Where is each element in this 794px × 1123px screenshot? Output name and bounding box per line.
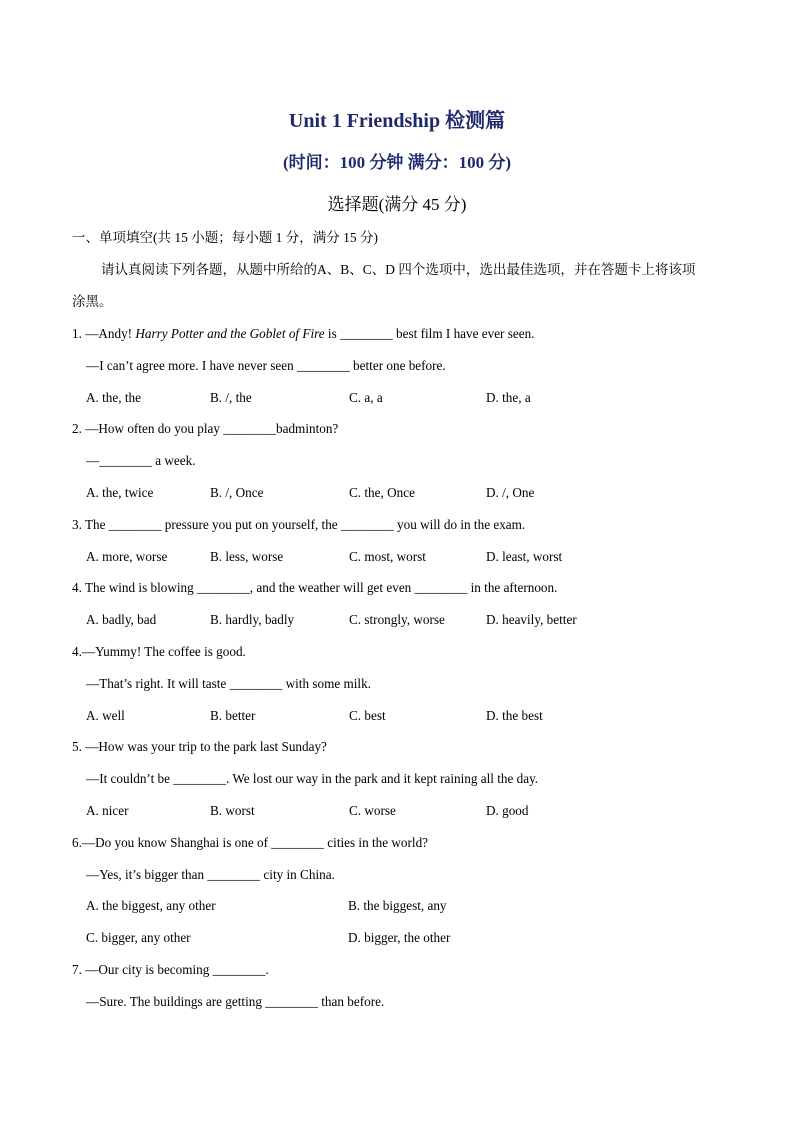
option-c: C. bigger, any other (86, 930, 191, 945)
question-2: 2. —How often do you play ________badminton? (72, 421, 339, 436)
option-b: B. the biggest, any (348, 898, 447, 913)
question-1-response: —I can’t agree more. I have never seen ________ better one before. (86, 358, 446, 373)
option-b: B. hardly, badly (210, 612, 295, 627)
question-2-response: —________ a week. (86, 453, 196, 468)
option-d: D. the best (486, 708, 543, 723)
instruction-line-2: 涂黑。 (72, 294, 113, 309)
option-b: B. better (210, 708, 256, 723)
time-score-info: (时间：100 分钟 满分：100 分) (282, 153, 512, 172)
question-5-response: —It couldn’t be ________. We lost our way in the park and it kept raining all the day. (86, 771, 539, 786)
question-3: 3. The ________ pressure you put on yourself, the ________ you will do in the exam. (72, 517, 526, 532)
option-d: D. the, a (486, 390, 531, 405)
section-subtitle: 选择题(满分 45 分) (327, 195, 467, 214)
option-a: A. more, worse (86, 549, 168, 564)
option-b: B. less, worse (210, 549, 284, 564)
option-a: A. badly, bad (86, 612, 157, 627)
option-b: B. /, Once (210, 485, 264, 500)
question-6-response: —Yes, it’s bigger than ________ city in China. (86, 867, 335, 882)
question-7: 7. —Our city is becoming ________. (72, 962, 269, 977)
option-c: C. strongly, worse (349, 612, 445, 627)
question-4b: 4.—Yummy! The coffee is good. (72, 644, 246, 659)
option-d: D. /, One (486, 485, 535, 500)
question-4: 4. The wind is blowing ________, and the weather will get even ________ in the afternoon. (72, 580, 558, 595)
page-title: Unit 1 Friendship 检测篇 (288, 110, 506, 132)
option-b: B. worst (210, 803, 255, 818)
option-c: C. a, a (349, 390, 383, 405)
book-title: Harry Potter and the Goblet of Fire (135, 326, 325, 341)
option-a: A. the, the (86, 390, 141, 405)
question-1 (72, 326, 534, 342)
section-heading: 一、单项填空(共 15 小题；每小题 1 分，满分 15 分) (72, 230, 378, 245)
option-d: D. heavily, better (486, 612, 577, 627)
instruction-line-1: 请认真阅读下列各题，从题中所给的A、B、C、D 四个选项中，选出最佳选项，并在答题卡上将该项 (101, 262, 696, 277)
option-d: D. least, worst (486, 549, 563, 564)
question-1-text-post: is ________ best film I have ever seen. (324, 326, 535, 341)
question-6: 6.—Do you know Shanghai is one of ________ cities in the world? (72, 835, 429, 850)
option-d: D. good (486, 803, 529, 818)
option-c: C. best (349, 708, 386, 723)
option-a: A. the biggest, any other (86, 898, 216, 913)
option-b: B. /, the (210, 390, 252, 405)
question-4b-response: —That’s right. It will taste ________ with some milk. (86, 676, 371, 691)
question-1-text-pre: 1. —Andy! (72, 326, 136, 341)
option-d: D. bigger, the other (348, 930, 451, 945)
question-5: 5. —How was your trip to the park last Sunday? (72, 739, 327, 754)
question-7-response: —Sure. The buildings are getting ________ than before. (86, 994, 385, 1009)
option-c: C. the, Once (349, 485, 415, 500)
option-a: A. the, twice (86, 485, 154, 500)
option-a: A. nicer (86, 803, 129, 818)
option-c: C. most, worst (349, 549, 426, 564)
option-c: C. worse (349, 803, 396, 818)
option-a: A. well (86, 708, 125, 723)
